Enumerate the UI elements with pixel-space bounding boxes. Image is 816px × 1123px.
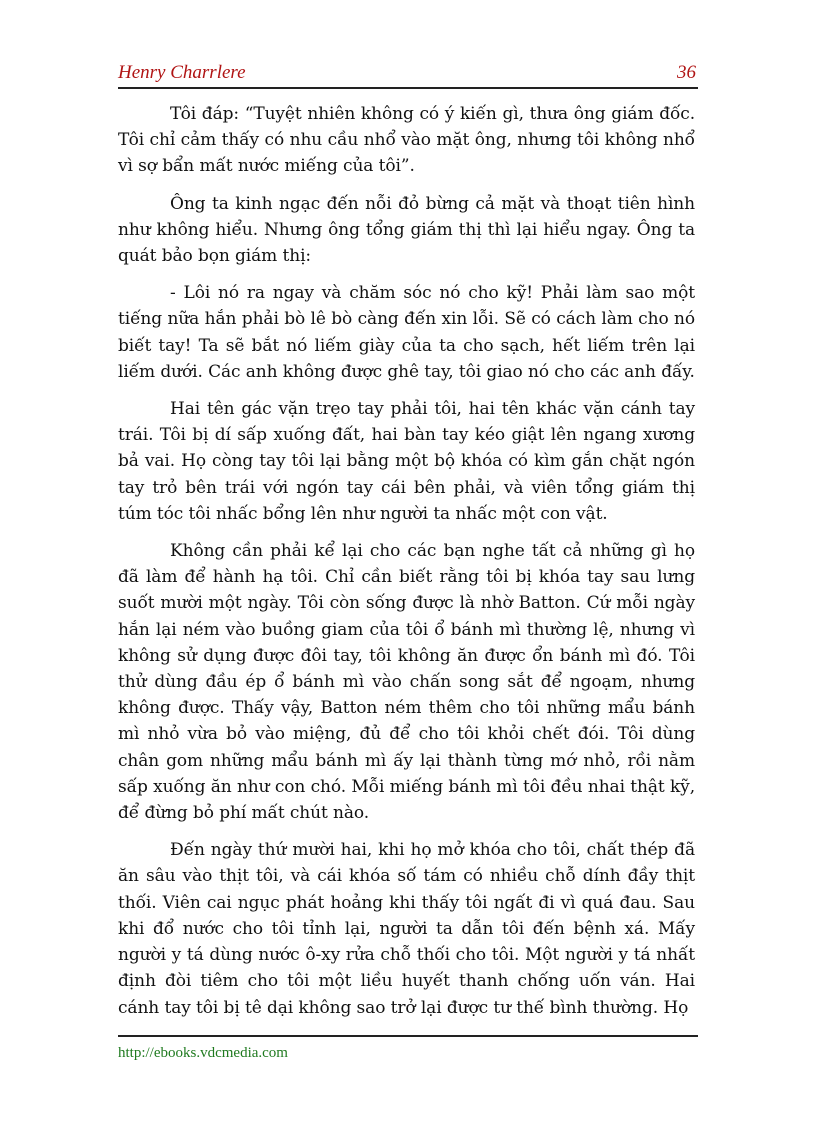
page-body	[118, 101, 695, 1032]
paragraph: Tôi đáp: “Tuyệt nhiên không có ý kiến gì, thưa ông giám đốc. Tôi chỉ cảm thấy có nhu cầu nhổ vào mặt ông, nhưng tôi không nhổ vì sợ bẩn mất nước miếng của tôi”.	[118, 104, 695, 177]
paragraph: Không cần phải kể lại cho các bạn nghe tất cả những gì họ đã làm để hành hạ tôi. Chỉ cần biết rằng tôi bị khóa tay sau lưng suốt mười một ngày. Tôi còn sống được là nhờ Batton. Cứ mỗi ngày hắn lại ném vào buồng giam của tôi ổ bánh mì thường lệ, nhưng vì không sử dụng được đôi tay, tôi không ăn được ổn bánh mì đó. Tôi thử dùng đầu ép ổ bánh mì vào chấn song sắt để ngoạm, nhưng không được. Thấy vậy, Batton ném thêm cho tôi những mẩu bánh mì nhỏ vừa bỏ vào miệng, đủ để cho tôi khỏi chết đói. Tôi dùng chân gom những mẩu bánh mì ấy lại thành từng mớ nhỏ, rồi nằm sấp xuống ăn như con chó. Mỗi miếng bánh mì tôi đều nhai thật kỹ, để đừng bỏ phí mất chút nào.	[118, 541, 695, 824]
footer-divider	[118, 1035, 698, 1037]
page-number: 36	[677, 62, 696, 83]
paragraph: Ông ta kinh ngạc đến nỗi đỏ bừng cả mặt và thoạt tiên hình như không hiểu. Nhưng ông tổng giám thị thì lại hiểu ngay. Ông ta quát bảo bọn giám thị:	[118, 193, 695, 267]
header-author: Henry Charrlere	[118, 62, 246, 83]
paragraph: - Lôi nó ra ngay và chăm sóc nó cho kỹ! Phải làm sao một tiếng nữa hắn phải bò lê bò càng đến xin lỗi. Sẽ có cách làm cho nó biết tay! Ta sẽ bắt nó liếm giày của ta cho sạch, hết liếm trên lại liếm dưới. Các anh không được ghê tay, tôi giao nó cho các anh đấy.	[118, 283, 695, 382]
paragraph: Hai tên gác vặn trẹo tay phải tôi, hai tên khác vặn cánh tay trái. Tôi bị dí sấp xuống đất, hai bàn tay kéo giật lên ngang xương bả vai. Họ còng tay tôi lại bằng một bộ khóa có kìm gắn chặt ngón tay trỏ bên trái với ngón tay cái bên phải, và viên tổng giám thị túm tóc tôi nhấc bổng lên như người ta nhấc một con vật.	[118, 399, 695, 524]
paragraph: Đến ngày thứ mười hai, khi họ mở khóa cho tôi, chất thép đã ăn sâu vào thịt tôi, và cái khóa số tám có nhiều chỗ dính đầy thịt thối. Viên cai ngục phát hoảng khi thấy tôi ngất đi vì quá đau. Sau khi đổ nước cho tôi tỉnh lại, người ta dẫn tôi đến bệnh xá. Mấy người y tá dùng nước ô-xy rửa chỗ thối cho tôi. Một người y tá nhất định đòi tiêm cho tôi một liều huyết thanh chống uốn ván. Hai cánh tay tôi bị tê dại không sao trở lại được tư thế bình thường. Họ	[118, 840, 695, 1018]
footer-link[interactable]: http://ebooks.vdcmedia.com	[118, 1045, 288, 1061]
header-divider	[118, 87, 698, 89]
page-header	[118, 62, 698, 86]
